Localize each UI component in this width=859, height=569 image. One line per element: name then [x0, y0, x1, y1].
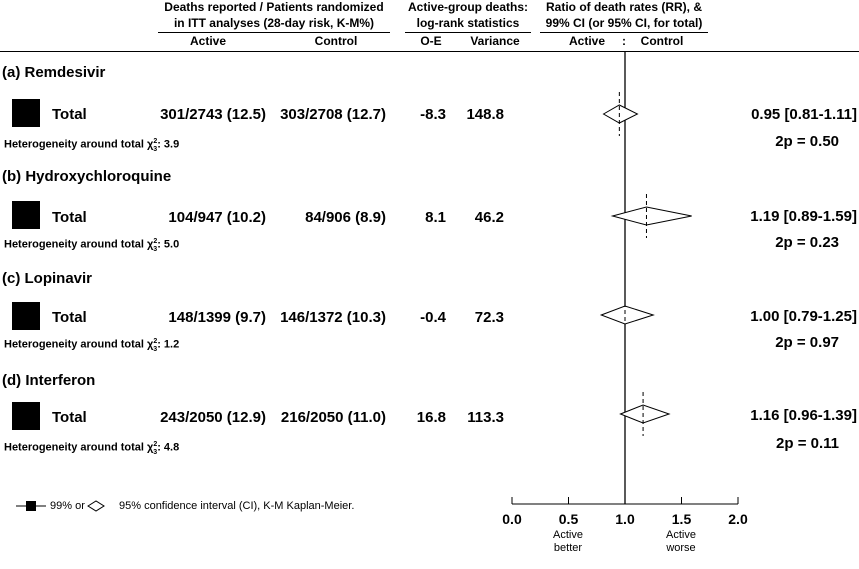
oe-value: 16.8: [416, 409, 446, 426]
p-value-text: 2p = 0.11: [776, 435, 839, 452]
active-deaths: 148/1399 (9.7): [168, 309, 266, 326]
ratio-header-line2: 99% CI (or 95% CI, for total): [545, 16, 703, 30]
variance-value: 46.2: [474, 209, 504, 226]
x-tick-label: 1.0: [615, 511, 635, 527]
group-title: (a) Remdesivir: [2, 64, 106, 81]
ci-diamond: [601, 306, 653, 324]
col-variance-header: Variance: [470, 34, 520, 48]
heterogeneity-text: Heterogeneity around total $\chi^2_3$: 1.2: [4, 338, 180, 353]
group-title: (b) Hydroxychloroquine: [2, 168, 172, 185]
variance-value: 148.8: [466, 106, 504, 123]
active-deaths: 301/2743 (12.5): [160, 106, 266, 123]
axis-left-label: Active better: [553, 529, 583, 554]
ratio-active-header: Active: [568, 34, 606, 48]
oe-value: 8.1: [425, 209, 446, 226]
legend-text-2: 95% confidence interval (CI), K-M Kaplan-Meier.: [119, 500, 355, 512]
deaths-header-line1: Deaths reported / Patients randomized: [164, 0, 384, 14]
logrank-header-line2: log-rank statistics: [416, 16, 520, 30]
ci-diamond: [604, 105, 638, 123]
control-deaths: 84/906 (8.9): [305, 209, 386, 226]
group-title: (d) Interferon: [2, 372, 96, 389]
ratio-colon-header: :: [622, 34, 626, 48]
control-deaths: 303/2708 (12.7): [280, 106, 386, 123]
ratio-header-line1: Ratio of death rates (RR), &: [545, 0, 702, 14]
deaths-header-line2: in ITT analyses (28-day risk, K-M%): [173, 16, 375, 30]
ci-diamond: [620, 405, 669, 423]
active-deaths: 104/947 (10.2): [168, 209, 266, 226]
row-label: Total: [52, 209, 87, 226]
row-label: Total: [52, 409, 87, 426]
oe-value: -0.4: [420, 309, 446, 326]
heterogeneity-text: Heterogeneity around total $\chi^2_3$: 4.8: [4, 441, 180, 456]
col-oe-header: O-E: [420, 34, 442, 48]
p-value-text: 2p = 0.23: [775, 234, 839, 251]
axis-right-label: Active worse: [666, 529, 696, 554]
rr-ci-text: 1.16 [0.96-1.39]: [750, 407, 857, 424]
x-tick-label: 0.0: [502, 511, 522, 527]
legend-text-1: 99% or: [50, 500, 85, 512]
variance-value: 72.3: [474, 309, 504, 326]
row-label: Total: [52, 106, 87, 123]
p-value-text: 2p = 0.50: [775, 133, 839, 150]
ratio-control-header: Control: [640, 34, 684, 48]
group-title: (c) Lopinavir: [2, 270, 93, 287]
rr-ci-text: 0.95 [0.81-1.11]: [751, 106, 857, 123]
control-deaths: 146/1372 (10.3): [280, 309, 386, 326]
control-deaths: 216/2050 (11.0): [280, 409, 386, 426]
p-value-text: 2p = 0.97: [775, 334, 839, 351]
col-control-header: Control: [314, 34, 358, 48]
active-deaths: 243/2050 (12.9): [160, 409, 266, 426]
heterogeneity-text: Heterogeneity around total $\chi^2_3$: 5.0: [4, 238, 180, 253]
col-active-header: Active: [189, 34, 227, 48]
heterogeneity-text: Heterogeneity around total $\chi^2_3$: 3.9: [4, 138, 180, 153]
oe-value: -8.3: [420, 106, 446, 123]
variance-value: 113.3: [467, 409, 504, 426]
row-label: Total: [52, 309, 87, 326]
x-tick-label: 2.0: [728, 511, 748, 527]
logrank-header-line1: Active-group deaths:: [407, 0, 528, 14]
rr-ci-text: 1.19 [0.89-1.59]: [750, 208, 857, 225]
x-tick-label: 1.5: [671, 511, 692, 527]
rr-ci-text: 1.00 [0.79-1.25]: [750, 308, 857, 325]
x-tick-label: 0.5: [558, 511, 579, 527]
